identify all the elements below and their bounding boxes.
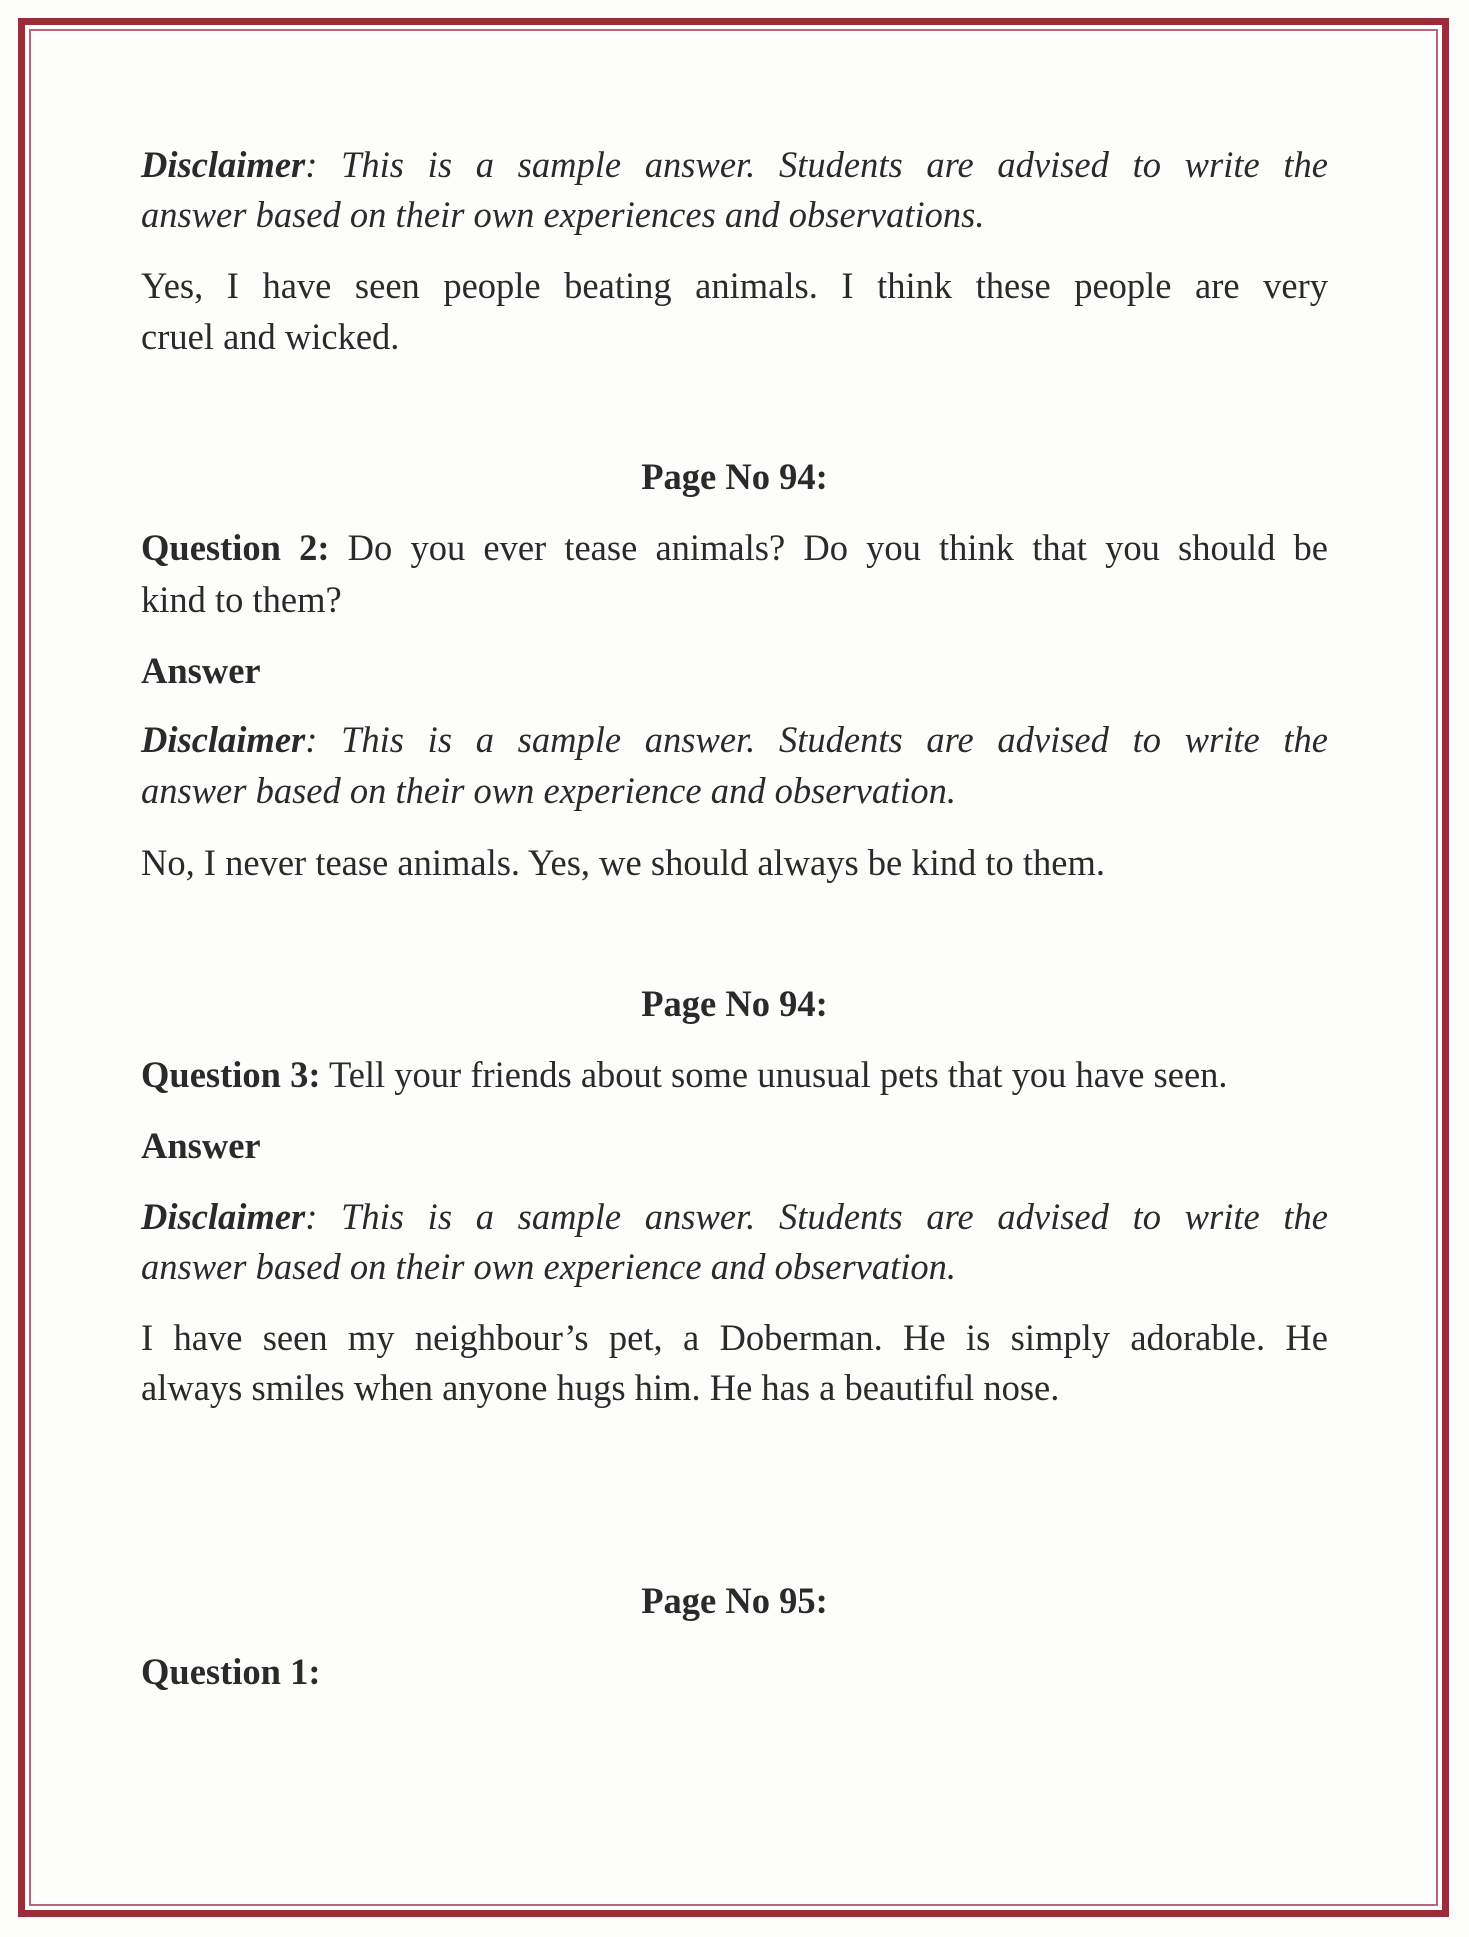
disclaimer-label: Disclaimer [141,144,306,185]
question-text: Do you ever tease animals? Do you think that you should be [329,527,1328,568]
disclaimer-label: Disclaimer [141,1196,306,1237]
disclaimer-paragraph [141,140,1328,190]
answer-text-line2: cruel and wicked. [141,316,400,357]
question-text-line2: kind to them? [141,579,342,620]
answer-text-line2: always smiles when anyone hugs him. He has a beautiful nose. [141,1367,1060,1408]
page-heading: Page No 94: [641,983,828,1024]
page-heading: Page No 94: [641,456,828,497]
page-heading: Page No 95: [641,1580,828,1621]
question-paragraph [141,523,1328,573]
question-text: Tell your friends about some unusual pets that you have seen. [320,1054,1228,1095]
answer-text: No, I never tease animals. Yes, we should always be kind to them. [141,842,1106,883]
answer-text: I have seen my neighbour’s pet, a Doberman. He is simply adorable. He [141,1317,1328,1358]
answer-text: Yes, I have seen people beating animals. I think these people are very [141,265,1328,306]
disclaimer-text-line2: answer based on their own experience and observation. [141,770,957,811]
question-label: Question 1: [141,1651,321,1692]
answer-heading: Answer [141,650,261,691]
disclaimer-paragraph [141,1192,1328,1242]
disclaimer-text: : This is a sample answer. Students are advised to write the [305,719,1328,760]
question-paragraph [141,1050,1328,1100]
question-label: Question 3: [141,1054,321,1095]
disclaimer-label: Disclaimer [141,719,306,760]
disclaimer-text: : This is a sample answer. Students are advised to write the [305,1196,1328,1237]
disclaimer-text-line2: answer based on their own experience and observation. [141,1246,957,1287]
disclaimer-text-line2: answer based on their own experiences and observations. [141,194,985,235]
disclaimer-paragraph [141,715,1328,765]
answer-heading: Answer [141,1125,261,1166]
question-label: Question 2: [141,527,330,568]
disclaimer-text: : This is a sample answer. Students are advised to write the [305,144,1328,185]
